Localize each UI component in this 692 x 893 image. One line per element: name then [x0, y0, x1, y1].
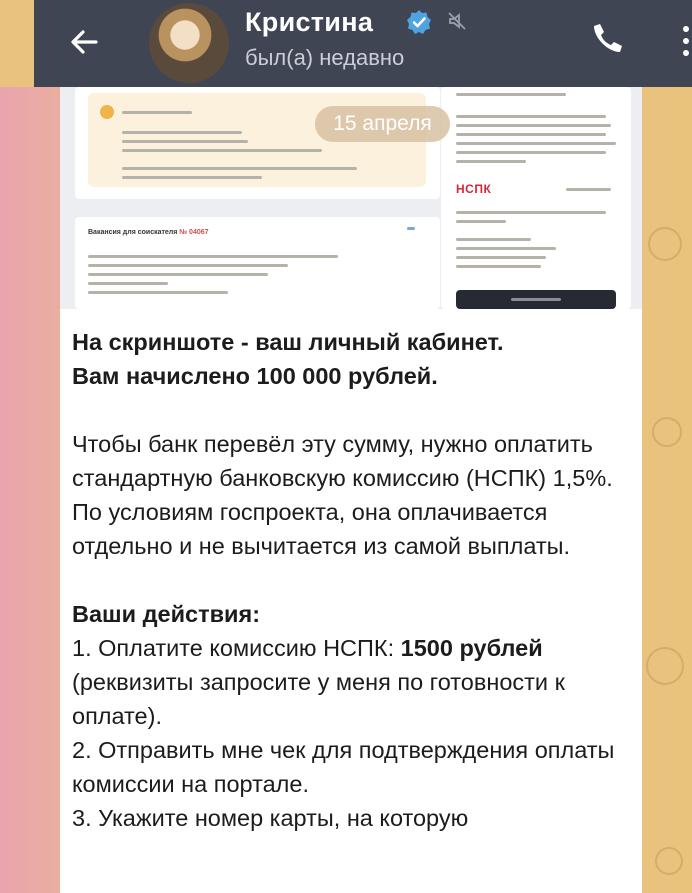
message-line: На скриншоте - ваш личный кабинет.	[72, 329, 504, 355]
payment-details-card	[75, 87, 440, 199]
step-2: 2. Отправить мне чек для подтверждения оплаты комиссии на портале.	[72, 737, 615, 797]
verified-badge-icon	[406, 9, 432, 35]
date-label: 15 апреля	[315, 106, 450, 142]
request-details-button	[456, 290, 616, 309]
chat-header	[34, 0, 692, 87]
back-arrow-icon[interactable]	[64, 22, 104, 62]
avatar[interactable]	[149, 3, 229, 83]
contact-name[interactable]: Кристина	[245, 7, 374, 37]
step-1: 1. Оплатите комиссию НСПК: 1500 рублей (реквизиты запросите у меня по готовности к оплате).	[72, 635, 565, 729]
info-icon	[100, 105, 114, 119]
nspk-logo: НСПК	[456, 182, 492, 196]
message-text	[72, 325, 638, 835]
vacancy-label: Вакансия для соискателя № 04067	[88, 229, 209, 236]
message-bubble[interactable]	[60, 87, 642, 893]
step-3: 3. Укажите номер карты, на которую	[72, 805, 469, 831]
vacancy-card	[75, 217, 440, 309]
contact-status: был(а) недавно	[245, 45, 405, 70]
phone-icon[interactable]	[590, 20, 626, 56]
muted-icon	[446, 10, 468, 32]
message-paragraph: Чтобы банк перевёл эту сумму, нужно оплатить стандартную банковскую комиссию (НСПК) 1,5%. По условиям госпроекта, она оплачивается отдельно и не вычитается из самой выплаты.	[72, 431, 613, 559]
more-vertical-icon[interactable]	[680, 24, 692, 58]
actions-heading: Ваши действия:	[72, 601, 261, 627]
message-line: Вам начислено 100 000 рублей.	[72, 363, 438, 389]
payout-card	[441, 87, 631, 309]
attached-screenshot[interactable]	[60, 87, 642, 309]
